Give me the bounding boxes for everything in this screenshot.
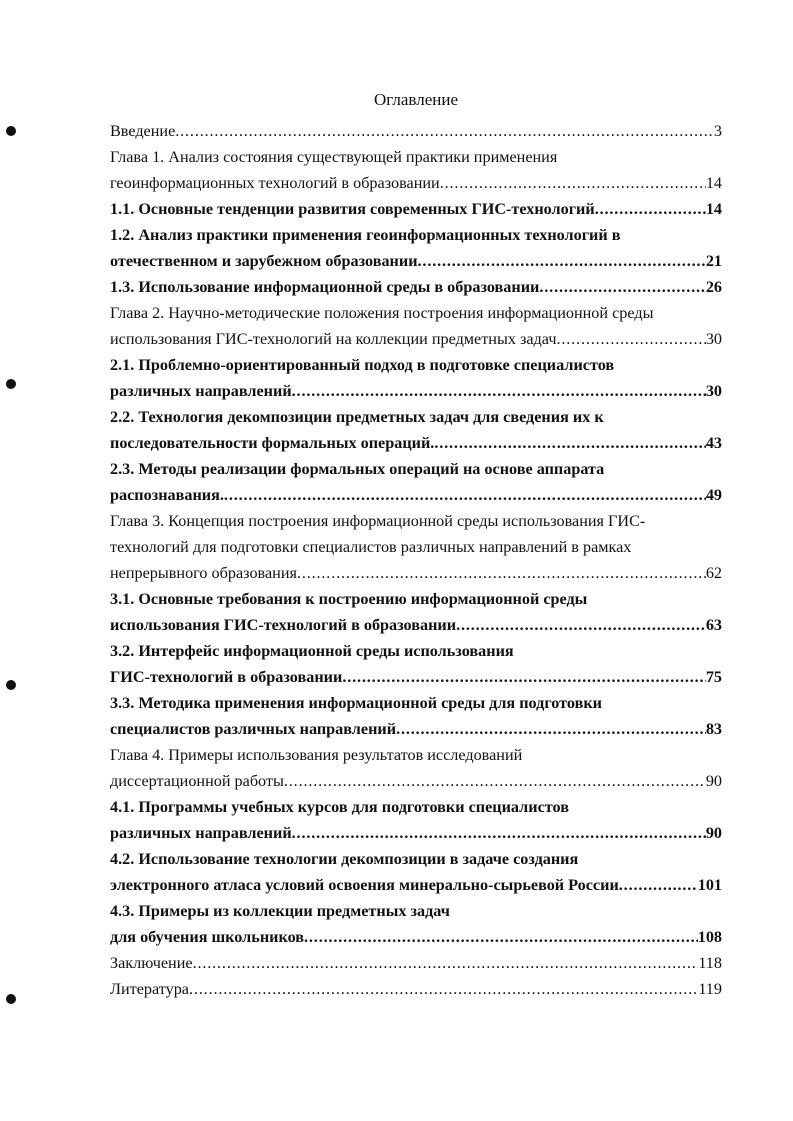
- toc-dot-leader: [304, 924, 698, 950]
- toc-page-number: 118: [698, 954, 722, 972]
- toc-page-number: 30: [705, 382, 722, 400]
- toc-entry-text: использования ГИС-технологий на коллекции предметных задач: [110, 330, 557, 348]
- toc-entry: [110, 690, 722, 742]
- toc-page-number: 21: [705, 252, 722, 270]
- toc-entry-line: 4.1. Программы учебных курсов для подготовки специалистов: [110, 798, 569, 816]
- toc-entry-last-line: [110, 378, 722, 404]
- toc-dot-leader: [175, 118, 714, 144]
- toc-entry-line: 2.2. Технология декомпозиции предметных задач для сведения их к: [110, 408, 604, 426]
- toc-page-number: 119: [698, 980, 722, 998]
- toc-entry: [110, 274, 722, 300]
- toc-entry-line: 3.3. Методика применения информационной среды для подготовки: [110, 694, 603, 712]
- toc-page-number: 75: [705, 668, 722, 686]
- toc-entry: [110, 742, 722, 794]
- toc-entry: [110, 196, 722, 222]
- toc-entry: [110, 976, 722, 1002]
- toc-entry-last-line: [110, 950, 722, 976]
- binder-hole-mark: [6, 126, 16, 136]
- toc-dot-leader: [224, 482, 706, 508]
- toc-entry: [110, 144, 722, 196]
- toc-entry-last-line: [110, 924, 722, 950]
- toc-entry-line: Глава 2. Научно-методические положения построения информационной среды: [110, 304, 654, 322]
- toc-page-number: 3: [713, 122, 722, 140]
- toc-page-number: 62: [705, 564, 722, 582]
- toc-entry-line: Глава 3. Концепция построения информационной среды использования ГИС-: [110, 512, 646, 530]
- toc-entry-line: 3.2. Интерфейс информационной среды использования: [110, 642, 514, 660]
- toc-entry: [110, 404, 722, 456]
- toc-entry-last-line: [110, 664, 722, 690]
- toc-entry-line: 3.1. Основные требования к построению информационной среды: [110, 590, 588, 608]
- toc-entry: [110, 846, 722, 898]
- toc-page-number: 90: [705, 772, 722, 790]
- toc-entry-text: отечественном и зарубежном образовании: [110, 252, 418, 270]
- toc-entry: [110, 586, 722, 638]
- toc-entry-text: диссертационной работы: [110, 772, 284, 790]
- toc-entry: [110, 118, 722, 144]
- toc-page-number: 30: [705, 330, 722, 348]
- toc-dot-leader: [342, 664, 706, 690]
- toc-dot-leader: [595, 196, 706, 222]
- table-of-contents: [110, 118, 722, 1002]
- toc-entry-last-line: [110, 482, 722, 508]
- toc-entry-last-line: [110, 716, 722, 742]
- toc-dot-leader: [434, 430, 705, 456]
- toc-entry-text: 1.3. Использование информационной среды в образовании: [110, 278, 540, 296]
- toc-entry-line: 4.3. Примеры из коллекции предметных задач: [110, 902, 450, 920]
- toc-entry-last-line: [110, 118, 722, 144]
- toc-dot-leader: [193, 950, 699, 976]
- toc-entry: [110, 222, 722, 274]
- toc-entry-text: Введение: [110, 122, 176, 140]
- toc-dot-leader: [284, 768, 706, 794]
- toc-dot-leader: [619, 872, 698, 898]
- toc-dot-leader: [297, 560, 706, 586]
- toc-entry-last-line: [110, 612, 722, 638]
- toc-page-number: 90: [705, 824, 722, 842]
- toc-entry-last-line: [110, 274, 722, 300]
- toc-entry: [110, 794, 722, 846]
- toc-entry: [110, 508, 722, 586]
- binder-hole-mark: [6, 680, 16, 690]
- toc-page-number: 43: [705, 434, 722, 452]
- toc-page-number: 14: [705, 174, 722, 192]
- toc-entry-line: 2.1. Проблемно-ориентированный подход в подготовке специалистов: [110, 356, 615, 374]
- toc-entry-last-line: [110, 248, 722, 274]
- toc-entry-text: различных направлений: [110, 824, 292, 842]
- toc-dot-leader: [292, 820, 706, 846]
- toc-entry-text: геоинформационных технологий в образовании: [110, 174, 440, 192]
- toc-entry-last-line: [110, 326, 722, 352]
- toc-entry: [110, 638, 722, 690]
- toc-entry: [110, 300, 722, 352]
- toc-entry: [110, 456, 722, 508]
- toc-page-number: 14: [705, 200, 722, 218]
- toc-entry-text: непрерывного образования: [110, 564, 297, 582]
- toc-page-number: 108: [697, 928, 722, 946]
- toc-dot-leader: [440, 170, 706, 196]
- toc-dot-leader: [292, 378, 706, 404]
- toc-page-number: 26: [705, 278, 722, 296]
- toc-entry-line: Глава 4. Примеры использования результатов исследований: [110, 746, 523, 764]
- toc-dot-leader: [456, 612, 706, 638]
- toc-entry: [110, 352, 722, 404]
- toc-entry-text: 1.1. Основные тенденции развития современных ГИС-технологий: [110, 200, 595, 218]
- toc-entry: [110, 950, 722, 976]
- toc-entry-line: 2.3. Методы реализации формальных операций на основе аппарата: [110, 460, 605, 478]
- toc-page-number: 83: [705, 720, 722, 738]
- toc-entry-last-line: [110, 768, 722, 794]
- toc-entry-text: различных направлений: [110, 382, 292, 400]
- toc-dot-leader: [396, 716, 706, 742]
- toc-entry-last-line: [110, 170, 722, 196]
- toc-entry-text: использования ГИС-технологий в образовании: [110, 616, 457, 634]
- binder-hole-mark: [6, 994, 16, 1004]
- toc-entry-text: Заключение: [110, 954, 193, 972]
- toc-entry-last-line: [110, 560, 722, 586]
- toc-entry-last-line: [110, 820, 722, 846]
- toc-entry-last-line: [110, 872, 722, 898]
- binder-hole-mark: [6, 379, 16, 389]
- toc-page-number: 101: [697, 876, 722, 894]
- toc-dot-leader: [539, 274, 705, 300]
- toc-page-number: 49: [705, 486, 722, 504]
- toc-entry-last-line: [110, 430, 722, 456]
- toc-entry-last-line: [110, 196, 722, 222]
- toc-dot-leader: [189, 976, 698, 1002]
- toc-entry: [110, 898, 722, 950]
- toc-entry-line: 4.2. Использование технологии декомпозиции в задаче создания: [110, 850, 579, 868]
- toc-entry-text: специалистов различных направлений: [110, 720, 397, 738]
- toc-entry-text: электронного атласа условий освоения минерально-сырьевой России: [110, 876, 619, 894]
- toc-entry-text: для обучения школьников: [110, 928, 305, 946]
- toc-entry-line: технологий для подготовки специалистов различных направлений в рамках: [110, 538, 632, 556]
- toc-entry-text: Литература: [110, 980, 189, 998]
- toc-entry-text: последовательности формальных операций.: [110, 434, 435, 452]
- toc-page-number: 63: [705, 616, 722, 634]
- toc-title: Оглавление: [374, 90, 458, 109]
- toc-dot-leader: [418, 248, 706, 274]
- toc-dot-leader: [556, 326, 705, 352]
- toc-entry-line: 1.2. Анализ практики применения геоинформационных технологий в: [110, 226, 621, 244]
- toc-entry-text: ГИС-технологий в образовании: [110, 668, 343, 686]
- toc-entry-last-line: [110, 976, 722, 1002]
- toc-entry-line: Глава 1. Анализ состояния существующей практики применения: [110, 148, 558, 166]
- toc-entry-text: распознавания.: [110, 486, 224, 504]
